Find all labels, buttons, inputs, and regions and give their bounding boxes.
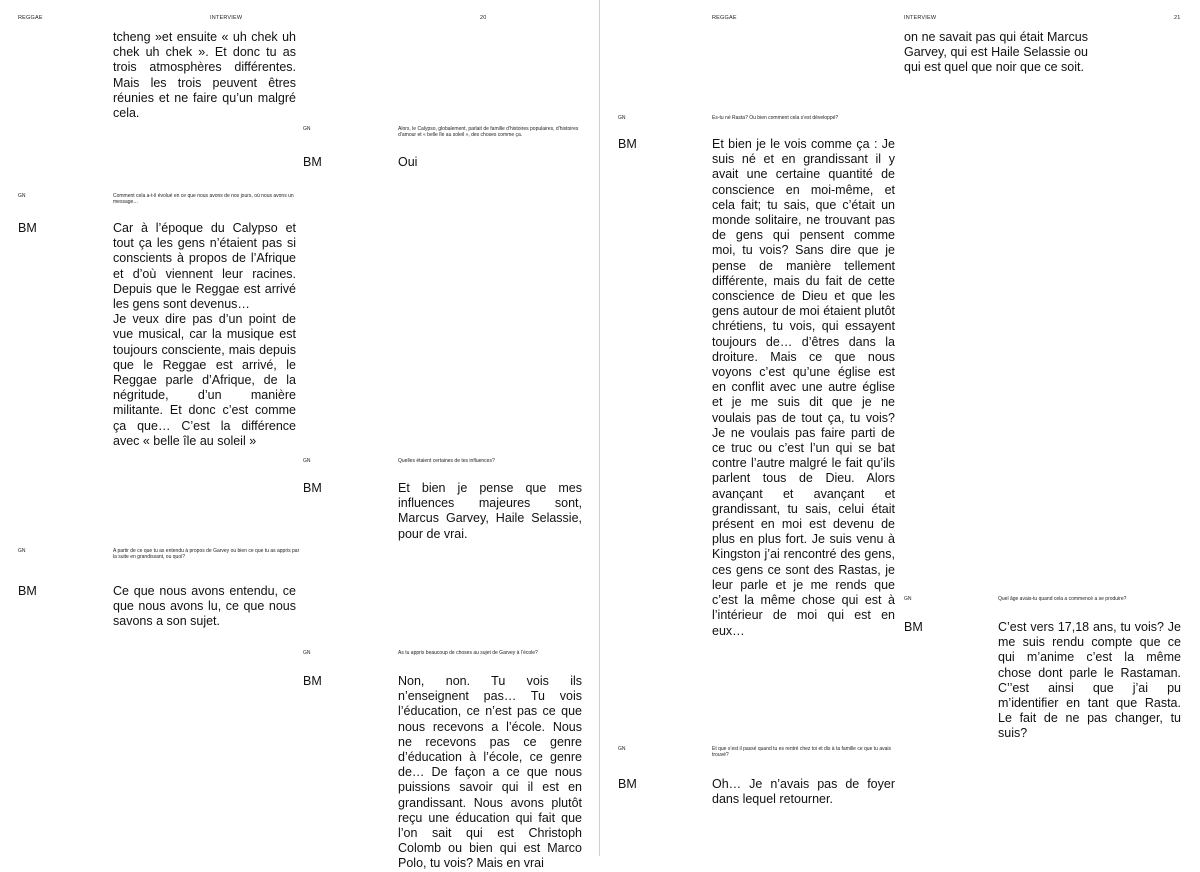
question-speaker: GN: [303, 650, 311, 656]
answer-speaker: BM: [618, 777, 637, 791]
header-title: INTERVIEW: [904, 15, 937, 21]
answer-speaker: BM: [18, 221, 37, 235]
answer-text: [113, 584, 296, 630]
page-number: 21: [1174, 15, 1181, 21]
question-text: Es-tu né Rasta? Ou bien comment cela s’est développé?: [712, 115, 839, 121]
answer-paragraph: Car à l’époque du Calypso et tout ça les gens n’étaient pas si conscients à propos de l’Afrique et d’où viennent leur racines. Depuis que le Reggae est arrivé les gens sont devenus…: [113, 221, 296, 312]
question-text: Comment cela a-t-il évolué en ce que nous avons de nos jours, où nous avons un message…: [113, 193, 294, 206]
answer-paragraph: Je veux dire pas d’un point de vue musical, car la musique est toujours consciente, mais depuis que le Reggae est arrivé, le Reggae parle d’Afrique, de la négritude, d’un manière militante. Et donc c’est comme ça que… C’est la différence avec « belle île au soleil »: [113, 312, 296, 448]
answer-speaker: BM: [303, 155, 322, 169]
question-text: Quelles étaient certaines de tes influences?: [398, 458, 495, 464]
question-speaker: GN: [618, 746, 626, 752]
answer-text: [998, 620, 1181, 742]
answer-paragraph: tcheng »et ensuite « uh chek uh chek uh chek ». Et donc tu as trois atmosphères différentes. Mais les trois peuvent êtres réunies et ne faire qu’un malgré cela.: [113, 30, 296, 121]
answer-text: [398, 481, 582, 542]
answer-speaker: BM: [303, 674, 322, 688]
question-speaker: GN: [18, 193, 26, 199]
answer-speaker: BM: [18, 584, 37, 598]
question-text: Alors, le Calypso, globalement, parlait de famille d’histoires populaires, d’histoires d’amour et « belle île au soleil », des choses comme ça.: [398, 126, 579, 139]
answer-speaker: BM: [618, 137, 637, 151]
header-section: REGGAE: [18, 15, 43, 21]
answer-speaker: BM: [904, 620, 923, 634]
answer-text: [398, 155, 582, 170]
question-speaker: GN: [303, 458, 311, 464]
question-speaker: GN: [904, 596, 912, 602]
header-title: INTERVIEW: [210, 15, 243, 21]
answer-paragraph: Oh… Je n’avais pas de foyer dans lequel retourner.: [712, 777, 895, 807]
answer-text: [113, 221, 296, 449]
answer-paragraph: C’est vers 17,18 ans, tu vois? Je me suis rendu compte que ce qui m’anime c’est la même chose dont parle le Rastaman. C’’est ainsi que j’ai pu m’identifier en tant que Rasta. Le fait de ne pas changer, tu suis?: [998, 620, 1181, 741]
question-text: Quel âge avais-tu quand cela a commencé a se produire?: [998, 596, 1127, 602]
answer-text: [712, 777, 895, 807]
left-page: [0, 0, 599, 871]
question-speaker: GN: [303, 126, 311, 132]
question-text: As tu appris beaucoup de choses au sujet de Garvey à l’école?: [398, 650, 538, 656]
answer-continuation: [904, 30, 1088, 76]
answer-text: [398, 674, 582, 872]
answer-text: [712, 137, 895, 639]
question-speaker: GN: [18, 548, 26, 554]
answer-paragraph: Et bien je pense que mes influences majeures sont, Marcus Garvey, Haile Selassie, pour de vrai.: [398, 481, 582, 541]
answer-paragraph: Et bien je le vois comme ça : Je suis né et en grandissant il y avait une certaine quantité de conscience en moi-même, et cela fait; tu sais, que c’était un monde solitaire, ne trouvant pas de gens qui pensent comme moi, tu vois? Sans dire que je pense de manière tellement différente, mais du fait de cette conscience de Dieu et que les gens autour de moi étaient plutôt chrétiens, tu vois, qui essayent toujours de… d’êtres dans la droiture. Mais ce que nous voyons c’est qu’une église est en conflit avec une autre église et je me suis dit que je ne voulais pas de tout ça, tu vois? Je ne voulais pas faire parti de ce truc ou c’est l’un qui se bat contre l’autre malgré le fait qu’ils parlent tous de Dieu. Alors avançant et avançant et grandissant, tu sais, celui était présent en moi est devenu de plus en plus fort. Je suis venu à Kingston j’ai rencontré des gens, ces gens ce sont des Rastas, je leur parle et je me rends que c’est la même chose qui est à l’intérieur de moi qui est en eux…: [712, 137, 895, 638]
page-number: 20: [480, 15, 487, 21]
answer-paragraph: Oui: [398, 155, 418, 169]
header-section: REGGAE: [712, 15, 737, 21]
question-text: A partir de ce que tu as entendu à propos de Garvey ou bien ce que tu as appris par la suite en grandissant, ou quoi?: [113, 548, 300, 561]
answer-continuation: [113, 30, 296, 121]
question-speaker: GN: [618, 115, 626, 121]
answer-speaker: BM: [303, 481, 322, 495]
right-page: [600, 0, 1200, 856]
question-text: Et que s’est il passé quand tu es rentré chez toi et dis à ta famille ce que tu avais trouvé?: [712, 746, 891, 759]
answer-paragraph: on ne savait pas qui était Marcus Garvey, qui est Haile Selassie ou qui est quel que noir que ce soit.: [904, 30, 1088, 75]
answer-paragraph: Ce que nous avons entendu, ce que nous avons lu, ce que nous savons a son sujet.: [113, 584, 296, 629]
answer-paragraph: Non, non. Tu vois ils n’enseignent pas… Tu vois l’éducation, ce n’est pas ce que nous recevons a l’école. Nous ne recevons pas ce genre d’éducation à l’école, ce genre de… De façon a ce que nous puissions savoir qui il est en grandissant. Nous avons plutôt reçu une éducation qui fait que l’on sait qui est Christoph Colomb ou bien qui est Marco Polo, tu vois? Mais en vrai: [398, 674, 582, 871]
